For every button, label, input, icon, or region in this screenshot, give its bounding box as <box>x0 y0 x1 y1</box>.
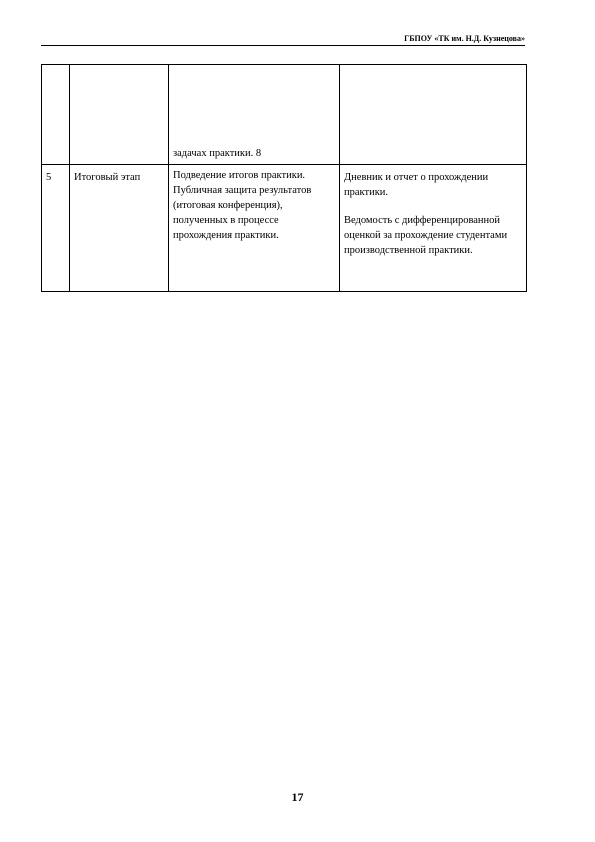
practice-stages-table <box>41 64 527 292</box>
stage-report-cell <box>340 65 527 165</box>
header-rule <box>41 45 525 46</box>
stage-name-cell: Итоговый этап <box>70 165 169 292</box>
page-number: 17 <box>291 790 304 804</box>
stage-content-cell: задачах практики. 8 <box>169 65 340 165</box>
report-paragraph: Дневник и отчет о прохождении практики. <box>344 172 489 198</box>
table-row <box>42 165 527 292</box>
stage-name-cell <box>70 65 169 165</box>
stage-number-cell: 5 <box>42 165 70 292</box>
stage-number-cell <box>42 65 70 165</box>
stage-report-cell <box>340 165 527 292</box>
stage-content-cell: Подведение итогов практики. Публичная защита результатов (итоговая конференция), полученных в процессе прохождения практики. <box>169 165 340 292</box>
report-paragraph: Ведомость с дифференцированной оценкой за прохождение студентами производственной практики. <box>344 215 508 256</box>
table-row <box>42 65 527 165</box>
running-header: ГБПОУ «ТК им. Н.Д. Кузнецова» <box>404 34 525 43</box>
